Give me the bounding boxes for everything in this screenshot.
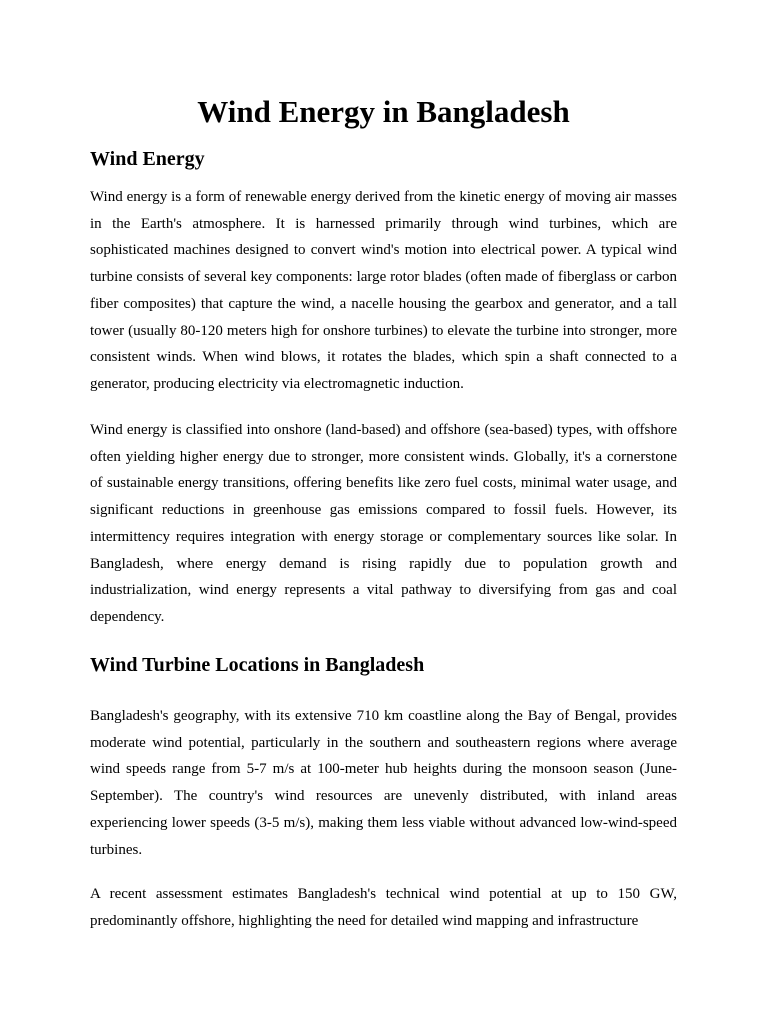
- paragraph: Wind energy is a form of renewable energy derived from the kinetic energy of moving air masses in the Earth's atmosphere. It is harnessed primarily through wind turbines, which are sophisticated machines designed to convert wind's motion into electrical power. A typical wind turbine consists of several key components: large rotor blades (often made of fiberglass or carbon fiber composites) that capture the wind, a nacelle housing the gearbox and generator, and a tall tower (usually 80-120 meters high for onshore turbines) to elevate the turbine into stronger, more consistent winds. When wind blows, it rotates the blades, which spin a shaft connected to a generator, producing electricity via electromagnetic induction.: [90, 189, 677, 392]
- paragraph: Bangladesh's geography, with its extensive 710 km coastline along the Bay of Bengal, provides moderate wind potential, particularly in the southern and southeastern regions where average wind speeds range from 5-7 m/s at 100-meter hub heights during the monsoon season (June-September). The country's wind resources are unevenly distributed, with inland areas experiencing lower speeds (3-5 m/s), making them less viable without advanced low-wind-speed turbines.: [90, 708, 677, 858]
- section-heading-turbine-locations: Wind Turbine Locations in Bangladesh: [90, 654, 425, 676]
- paragraph: Wind energy is classified into onshore (land-based) and offshore (sea-based) types, with offshore often yielding higher energy due to stronger, more consistent winds. Globally, it's a cornerstone of sustainable energy transitions, offering benefits like zero fuel costs, minimal water usage, and significant reductions in greenhouse gas emissions compared to fossil fuels. However, its intermittency requires integration with energy storage or complementary sources like solar. In Bangladesh, where energy demand is rising rapidly due to population growth and industrialization, wind energy represents a vital pathway to diversifying from gas and coal dependency.: [90, 422, 677, 625]
- section-heading-wind-energy: Wind Energy: [90, 148, 205, 170]
- document-title: Wind Energy in Bangladesh: [197, 94, 570, 129]
- document-page: [90, 0, 677, 1024]
- paragraph: A recent assessment estimates Bangladesh's technical wind potential at up to 150 GW, predominantly offshore, highlighting the need for detailed wind mapping and infrastructure: [90, 886, 677, 929]
